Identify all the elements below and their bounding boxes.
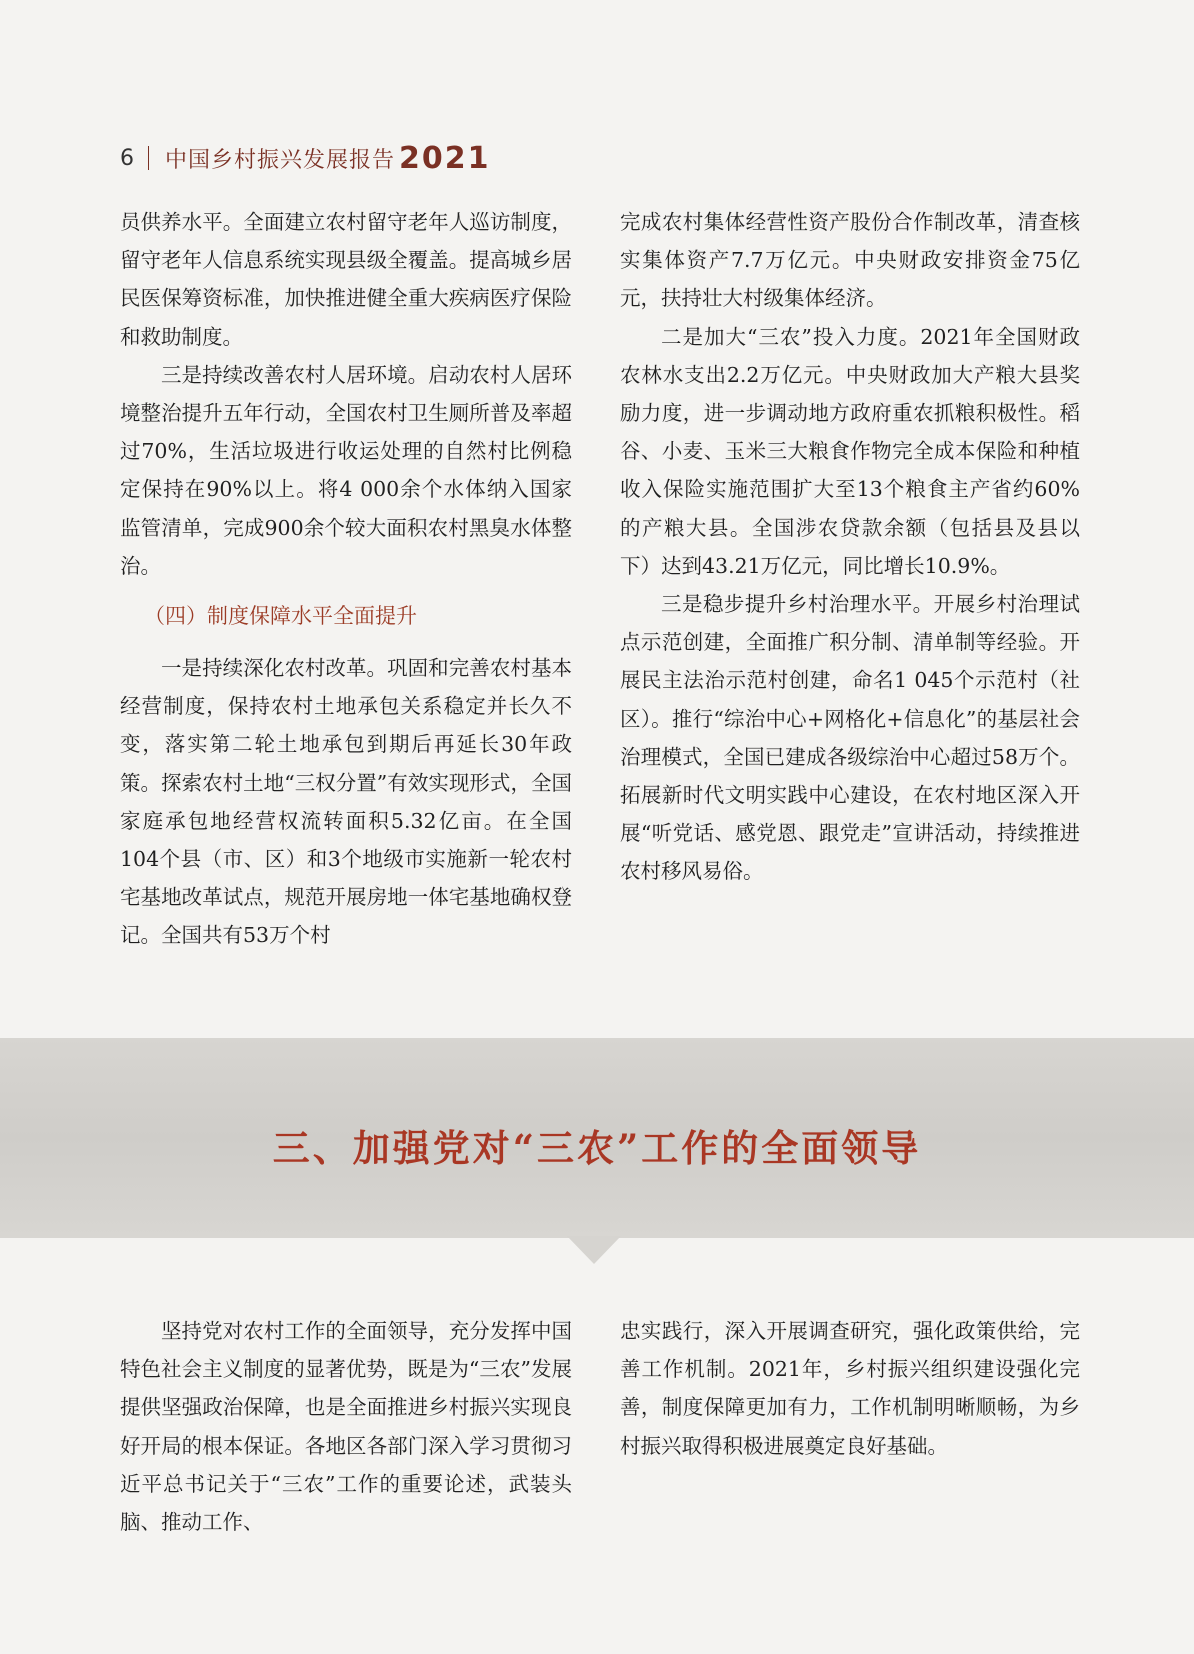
paragraph: 一是持续深化农村改革。巩固和完善农村基本经营制度，保持农村土地承包关系稳定并长久不变，落实第二轮土地承包到期后再延长30年政策。探索农村土地“三权分置”有效实现形式，全国家庭承包地经营权流转面积5.32亿亩。在全国104个县（市、区）和3个地级市实施新一轮农村宅基地改革试点，规范开展房地一体宅基地确权登记。全国共有53万个村 xyxy=(120,656,572,948)
section-title: 三、加强党对“三农”工作的全面领导 xyxy=(272,1126,922,1170)
left-column-top xyxy=(120,203,572,955)
book-title: 中国乡村振兴发展报告 xyxy=(165,147,396,173)
paragraph: 三是稳步提升乡村治理水平。开展乡村治理试点示范创建，全面推广积分制、清单制等经验。开展民主法治示范村创建，命名1 045个示范村（社区）。推行“综治中心+网格化+信息化”的基层社会治理模式，全国已建成各级综治中心超过58万个。拓展新时代文明实践中心建设，在农村地区深入开展“听党话、感党恩、跟党走”宣讲活动，持续推进农村移风易俗。 xyxy=(620,592,1080,884)
left-column-bottom xyxy=(120,1312,572,1541)
running-header xyxy=(120,140,491,176)
right-column-top xyxy=(620,203,1080,891)
header-divider xyxy=(148,146,149,170)
page-number: 6 xyxy=(120,145,134,171)
paragraph: 忠实践行，深入开展调查研究，强化政策供给，完善工作机制。2021年，乡村振兴组织建设强化完善，制度保障更加有力，工作机制明晰顺畅，为乡村振兴取得积极进展奠定良好基础。 xyxy=(620,1319,1080,1458)
book-year: 2021 xyxy=(399,140,491,176)
subsection-heading: （四）制度保障水平全面提升 xyxy=(144,604,417,629)
paragraph: 二是加大“三农”投入力度。2021年全国财政农林水支出2.2万亿元。中央财政加大产粮大县奖励力度，进一步调动地方政府重农抓粮积极性。稻谷、小麦、玉米三大粮食作物完全成本保险和种植收入保险实施范围扩大至13个粮食主产省约60%的产粮大县。全国涉农贷款余额（包括县及县以下）达到43.21万亿元，同比增长10.9%。 xyxy=(620,324,1080,578)
paragraph: 三是持续改善农村人居环境。启动农村人居环境整治提升五年行动，全国农村卫生厕所普及率超过70%，生活垃圾进行收运处理的自然村比例稳定保持在90%以上。将4 000余个水体纳入国家监管清单，完成900余个较大面积农村黑臭水体整治。 xyxy=(120,362,572,578)
paragraph: 坚持党对农村工作的全面领导，充分发挥中国特色社会主义制度的显著优势，既是为“三农”发展提供坚强政治保障，也是全面推进乡村振兴实现良好开局的根本保证。各地区各部门深入学习贯彻习近平总书记关于“三农”工作的重要论述，武装头脑、推动工作、 xyxy=(120,1319,572,1535)
section-banner-notch xyxy=(567,1236,621,1264)
paragraph: 员供养水平。全面建立农村留守老年人巡访制度，留守老年人信息系统实现县级全覆盖。提高城乡居民医保筹资标准，加快推进健全重大疾病医疗保险和救助制度。 xyxy=(120,210,572,349)
paragraph: 完成农村集体经营性资产股份合作制改革，清查核实集体资产7.7万亿元。中央财政安排资金75亿元，扶持壮大村级集体经济。 xyxy=(620,210,1080,311)
right-column-bottom xyxy=(620,1312,1080,1465)
